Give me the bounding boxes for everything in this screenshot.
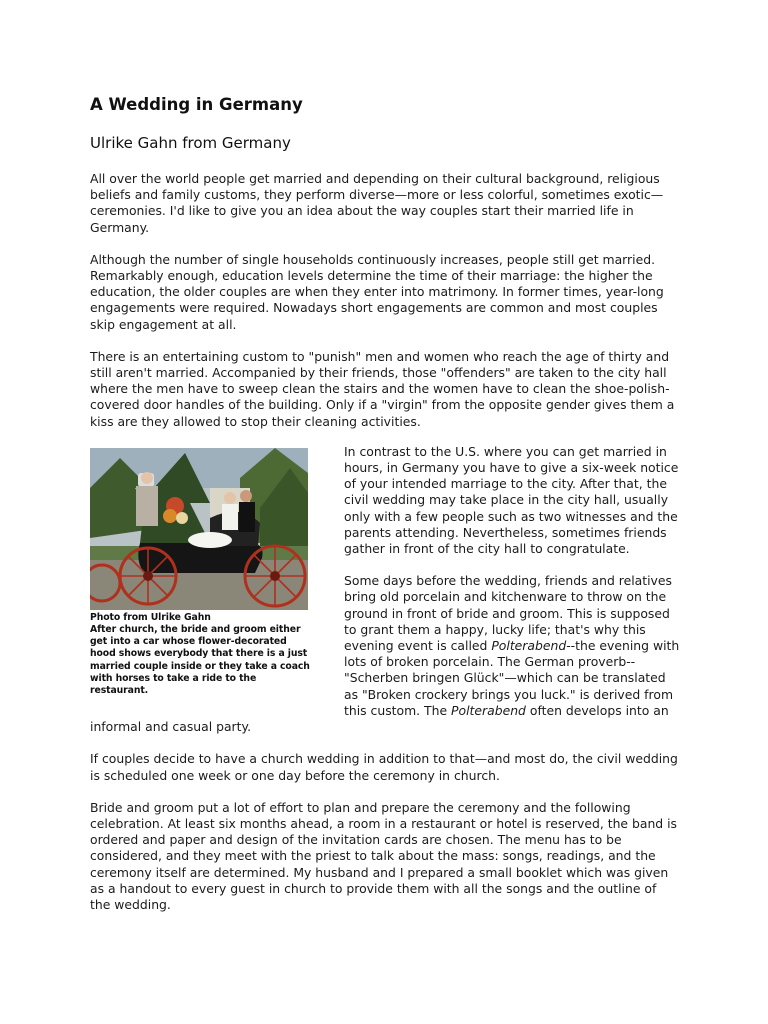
carriage-illustration <box>90 448 308 610</box>
wedding-figure <box>90 448 310 697</box>
paragraph-church-wedding: If couples decide to have a church wedding in addition to that—and most do, the civil wedding is scheduled one week or one day before the ceremony in church. <box>90 751 678 783</box>
paragraph-custom: There is an entertaining custom to "punish" men and women who reach the age of thirty and still aren't married. Accompanied by their friends, those "offenders" are taken to the city hall where the men have to sweep clean the stairs and the women have to clean the shoe-polish-covered door handles of the building. Only if a "virgin" from the opposite gender gives them a kiss are they allowed to stop their cleaning activities. <box>90 348 675 429</box>
polterabend-text-2: --the evening with lots of broken porcelain. The German proverb--"Scherben bringen Glück"—which can be translated as "Broken crockery brings you luck." is derived from this custom. The <box>344 638 680 718</box>
article <box>90 94 680 913</box>
paragraph-preparation: Bride and groom put a lot of effort to plan and prepare the ceremony and the following celebration. At least six months ahead, a room in a restaurant or hotel is reserved, the band is ordered and paper and design of the invitation cards are chosen. The menu has to be considered, and they meet with the priest to talk about the mass: songs, readings, and the ceremony itself are determined. My husband and I prepared a small booklet which was given as a handout to every guest in church to provide them with all the songs and the outline of the wedding. <box>90 799 677 912</box>
figure-caption <box>90 612 310 697</box>
polterabend-term-2: Polterabend <box>451 702 526 718</box>
paragraph-engagement: Although the number of single households continuously increases, people still get married. Remarkably enough, education levels determine the time of their marriage: the higher the education, the older couples are when they enter into matrimony. In former times, year-long engagements were required. Nowadays short engagements are common and most couples skip engagement at all. <box>90 251 664 332</box>
polterabend-text-3: often develops into an informal and casual party. <box>90 702 669 735</box>
photo-credit: Photo from Ulrike Gahn <box>90 611 211 623</box>
article-title: A Wedding in Germany <box>90 95 303 114</box>
paragraph-civil-wedding: In contrast to the U.S. where you can get married in hours, in Germany you have to give a six-week notice of your intended marriage to the city. After that, the civil wedding may take place in the city hall, usually only with a few people such as two witnesses and the parents attending. Nevertheless, sometimes friends gather in front of the city hall to congratulate. <box>344 443 679 557</box>
wedding-carriage-photo <box>90 448 308 610</box>
paragraph-intro: All over the world people get married and depending on their cultural background, religious beliefs and family customs, they perform diverse—more or less colorful, sometimes exotic—ceremonies. I'd like to give you an idea about the way couples start their married life in Germany. <box>90 171 664 235</box>
polterabend-text-1: Some days before the wedding, friends and relatives bring old porcelain and kitchenware to throw on the ground in front of bride and groom. This is supposed to grant them a happy, lucky life; that's why this evening event is called <box>344 573 672 654</box>
author-line: Ulrike Gahn from Germany <box>90 134 291 152</box>
caption-text: After church, the bride and groom either get into a car whose flower-decorated hood shows everybody that there is a just married couple inside or they take a coach with horses to take a ride to the restaurant. <box>90 624 310 697</box>
polterabend-term-1: Polterabend <box>491 638 567 654</box>
